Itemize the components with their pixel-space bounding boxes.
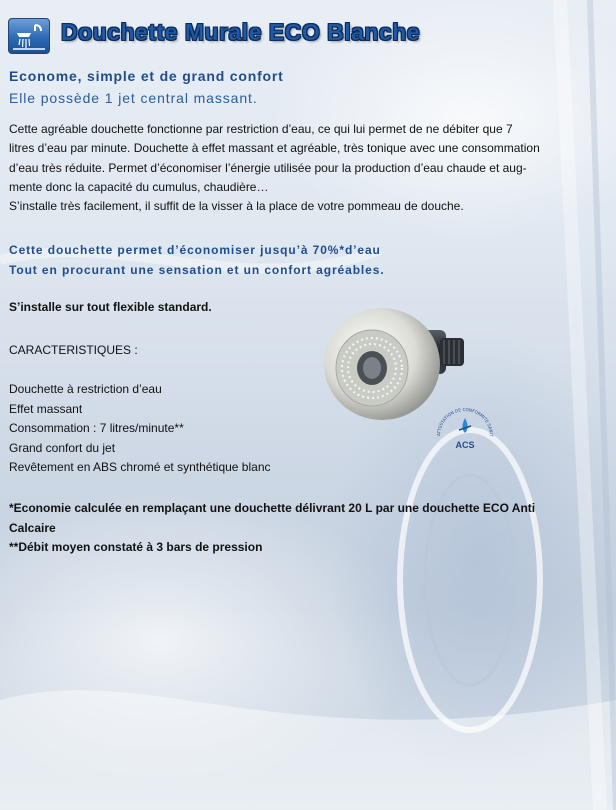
list-item: Douchette à restriction d’eau — [9, 382, 162, 396]
highlight-line: Cette douchette permet d’économiser jusqu’à 70%*d’eau — [9, 243, 381, 257]
page-header — [8, 18, 608, 52]
shower-icon — [8, 18, 50, 54]
footnote-line: *Economie calculée en remplaçant une douchette délivrant 20 L par une douchette ECO Anti — [9, 501, 536, 515]
tagline-secondary: Elle possède 1 jet central massant. — [9, 90, 258, 106]
footnote-line: **Débit moyen constaté à 3 bars de pression — [9, 540, 263, 554]
description-line: litres d’eau par minute. Douchette à effet massant et agréable, très tonique avec une consommation — [9, 141, 540, 156]
acs-label: ACS — [455, 440, 475, 450]
page-title: Douchette Murale ECO Blanche — [61, 19, 421, 45]
description-line: mente donc la capacité du cumulus, chaudière… — [9, 179, 269, 194]
list-item: Effet massant — [9, 401, 83, 416]
install-note: S’installe sur tout flexible standard. — [9, 300, 212, 314]
characteristics-title: CARACTERISTIQUES : — [9, 343, 138, 357]
description-line: S’installe très facilement, il suffit de la visser à la place de votre pommeau de douche. — [9, 199, 464, 214]
highlight-line: Tout en procurant une sensation et un confort agréables. — [9, 263, 385, 277]
description-line: Cette agréable douchette fonctionne par restriction d’eau, ce qui lui permet de ne débiter que 7 — [9, 122, 513, 136]
characteristics-list — [9, 380, 271, 478]
footnotes — [9, 499, 609, 558]
acs-arc-text: ATTESTATION DE CONFORMITE SANIT — [435, 406, 495, 437]
svg-text:ATTESTATION DE CONFORMITE SANI — [432, 402, 494, 437]
product-description — [9, 120, 609, 216]
footnote-line: Calcaire — [9, 520, 56, 535]
savings-highlight — [9, 240, 385, 280]
list-item: Grand confort du jet — [9, 440, 116, 455]
description-line: d’eau très réduite. Permet d’économiser l’énergie utilisée pour la production d’eau chaude et aug- — [9, 160, 527, 175]
tagline-primary: Econome, simple et de grand confort — [9, 68, 284, 84]
acs-certification-badge — [432, 402, 498, 458]
list-item: Revêtement en ABS chromé et synthétique blanc — [9, 460, 271, 475]
list-item: Consommation : 7 litres/minute** — [9, 421, 184, 436]
